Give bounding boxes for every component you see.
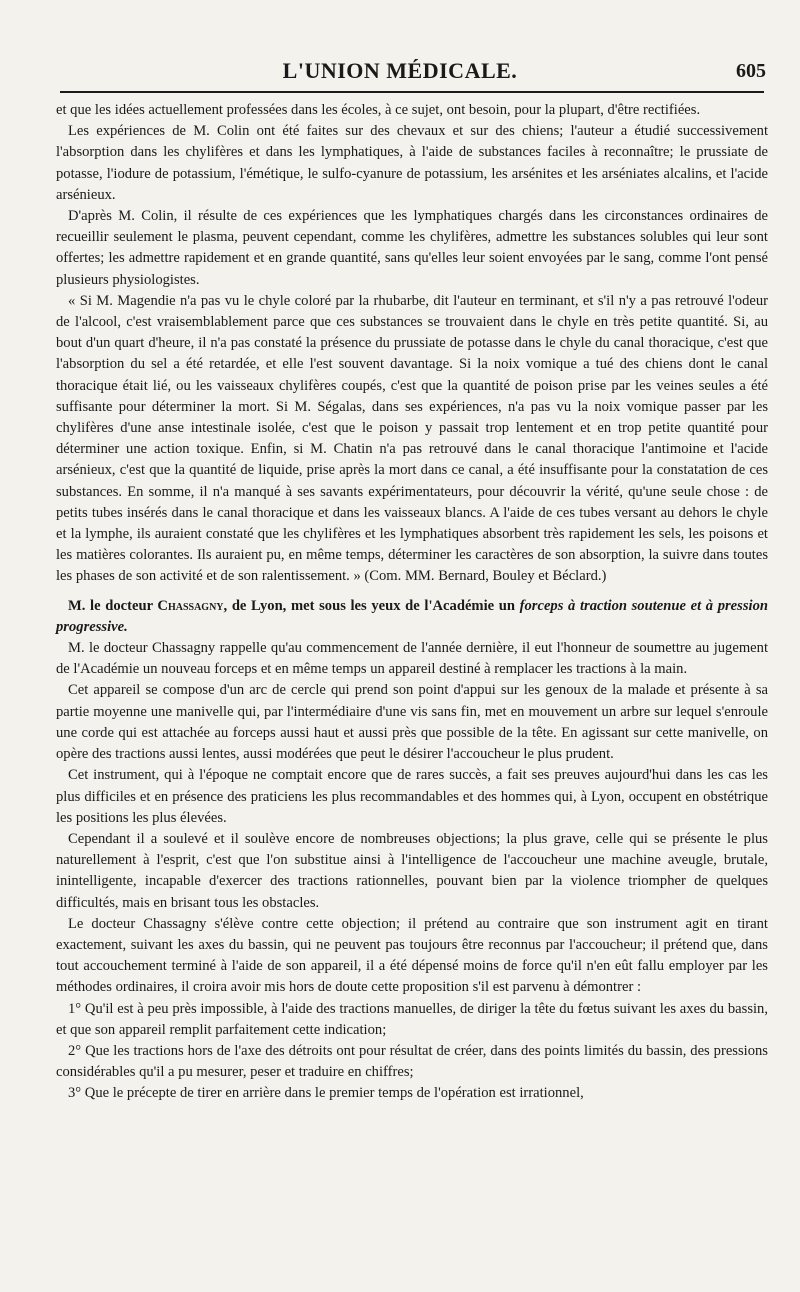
chassagny-intro-b: , de Lyon, met sous les yeux de l'Académie un [223, 597, 520, 614]
paragraph: Le docteur Chassagny s'élève contre cette objection; il prétend au contraire que son instrument agit en tirant exactement, suivant les axes du bassin, qui ne peuvent pas toujours être reconnus par l'accoucheur; il prétend que, dans tout accouchement terminé à l'aide de son appareil, il a été dépensé moins de force qu'il n'en eût fallu employer par les méthodes ordinaires, il croira avoir mis hors de doute cette proposition s'il est parvenu à démontrer : [56, 915, 768, 996]
header-rule [60, 91, 764, 93]
chassagny-intro-a: M. le docteur [68, 597, 158, 614]
chassagny-instrument-title: forceps à traction soutenue et à pression progressive. [56, 597, 768, 635]
list-item: 2° Que les tractions hors de l'axe des détroits ont pour résultat de créer, dans des points limités du bassin, des pressions considérables qu'il a pu mesurer, peser et traduire en chiffres; [56, 1042, 768, 1081]
paragraph: D'après M. Colin, il résulte de ces expériences que les lymphatiques chargés dans les circonstances ordinaires de recueillir seulement le plasma, peuvent cependant, comme les chylifères, admettre les substances solubles qui leur sont offertes; les admettre rapidement et en grande quantité, sans qu'elles leur soient envoyées par le sang, comme l'ont pensé plusieurs physiologistes. [56, 208, 768, 288]
paragraph: Cet instrument, qui à l'époque ne comptait encore que de rares succès, a fait ses preuves aujourd'hui dans les cas les plus difficiles et en présence des praticiens les plus recommandables et des hommes qui, à Lyon, occupent en obstétrique les positions les plus élevées. [56, 767, 768, 826]
paragraph: M. le docteur Chassagny rappelle qu'au commencement de l'année dernière, il eut l'honneur de soumettre au jugement de l'Académie un nouveau forceps et en même temps un appareil destiné à remplacer les tractions à la main. [56, 640, 768, 678]
list-item: 3° Que le précepte de tirer en arrière dans le premier temps de l'opération est irrationnel, [68, 1085, 584, 1102]
paragraph: Cependant il a soulevé et il soulève encore de nombreuses objections; la plus grave, celle qui se présente le plus naturellement à l'esprit, c'est que l'on substitue ainsi à l'intelligence de l'accoucheur une machine aveugle, brutale, inintelligente, incapable d'exercer des tractions rationnelles, pouvant bien par la violence triompher de quelques difficultés, mais en brisant tous les obstacles. [56, 830, 768, 911]
paragraph: Les expériences de M. Colin ont été faites sur des chevaux et sur des chiens; l'auteur a étudié successivement l'absorption dans les chylifères et dans les lymphatiques, à l'aide de substances faciles à reconnaître; le prussiate de potasse, l'iodure de potassium, l'émétique, le sulfo-cyanure de potassium, les arsénites et les arséniates alcalins, et l'acide arsénieux. [56, 123, 768, 203]
running-title: L'UNION MÉDICALE. [282, 58, 518, 83]
article-body [56, 100, 768, 1105]
list-item: 1° Qu'il est à peu près impossible, à l'aide des tractions manuelles, de diriger la tête du fœtus suivant les axes du bassin, et que son appareil remplit parfaitement cette indication; [56, 1000, 768, 1038]
paragraph: « Si M. Magendie n'a pas vu le chyle coloré par la rhubarbe, dit l'auteur en terminant, et s'il n'y a pas retrouvé l'odeur de l'alcool, c'est vraisemblablement parce que ces substances se trouvaient dans le chyle en très petite quantité. Si, au bout d'un quart d'heure, il n'a pas constaté la présence du prussiate de potasse dans le chyle du canal thoracique, c'est que l'absorption du sel a été retardée, et elle l'est souvent davantage. Si la noix vomique a tué des chiens dont le canal thoracique était lié, ou les vaisseaux chylifères coupés, c'est que la quantité de poison prise par les veines seules a été suffisante pour déterminer la mort. Si M. Ségalas, dans ses expériences, n'a pas vu la noix vomique passer par les chylifères d'une anse intestinale isolée, c'est que le poison y passait trop lentement et en trop petite quantité pour déterminer une action toxique. Enfin, si M. Chatin n'a pas retrouvé dans le canal thoracique l'antimoine et l'acide arsénieux, c'est que la quantité de liquide, prise après la mort dans ce canal, a été insuffisante pour la constatation de ces substances. En somme, il n'a manqué à ses savants expérimentateurs, pour découvrir la vérité, qu'une seule chose : de petits tubes insérés dans le canal thoracique et dans les vaisseaux blancs. A l'aide de ces tubes versant au dehors le chyle et la lymphe, ils auraient constaté que les chylifères et les lymphatiques absorbent très rapidement les sels, les poisons et les matières colorantes. Ils auraient pu, en même temps, déterminer les caractères de son absorption, la suivre dans toutes les phases de son activité et de son ralentissement. » (Com. MM. Bernard, Bouley et Béclard.) [56, 292, 768, 585]
page-number: 605 [736, 60, 766, 82]
page-header [0, 0, 800, 92]
paragraph: et que les idées actuellement professées dans les écoles, à ce sujet, ont besoin, pour la plupart, d'être rectifiées. [56, 102, 701, 118]
chassagny-name: Chassagny [157, 597, 224, 614]
paragraph: Cet appareil se compose d'un arc de cercle qui prend son point d'appui sur les genoux de la malade et présente à sa partie moyenne une manivelle qui, par l'intermédiaire d'une vis sans fin, met en mouvement un arbre sur lequel s'enroule une corde qui est attachée au forceps aussi haut et aussi près que possible de la tête. En agissant sur cette manivelle, on opère des tractions aussi lentes, aussi modérées que peut le désirer l'accoucheur le plus prudent. [56, 682, 768, 763]
chassagny-heading [56, 596, 768, 638]
